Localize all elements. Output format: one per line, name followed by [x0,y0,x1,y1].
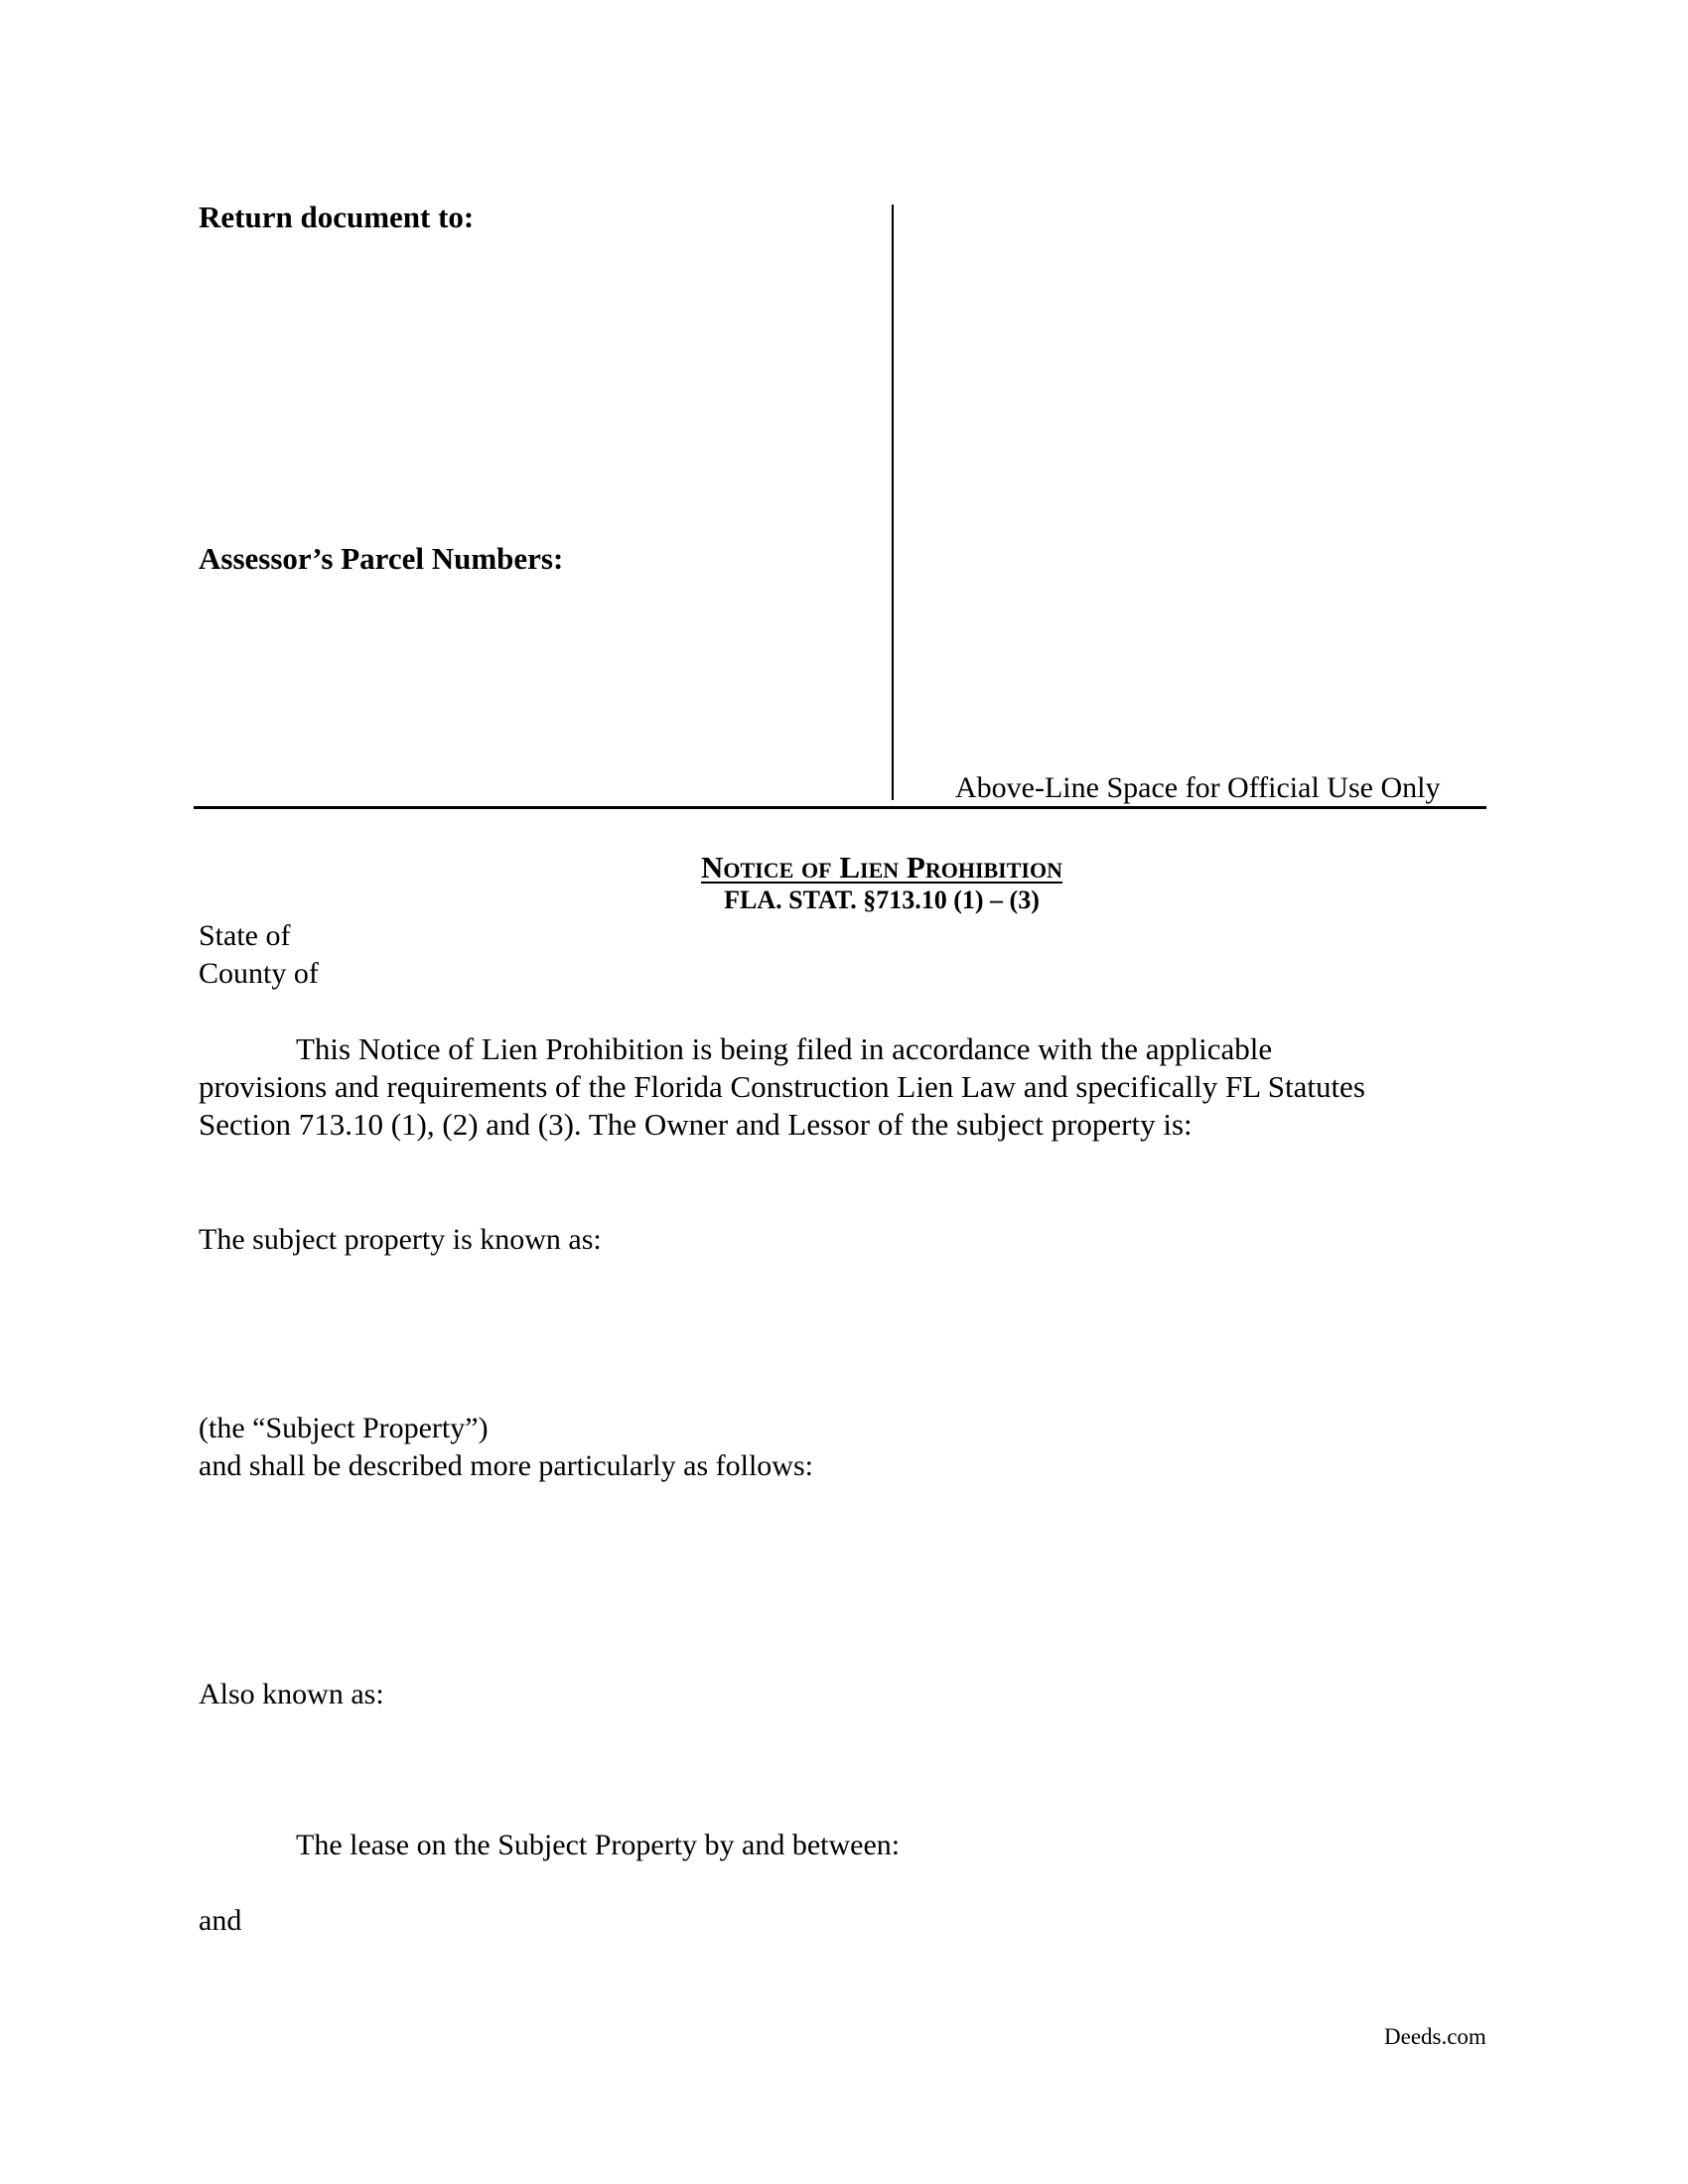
recording-area-rule [194,806,1486,809]
lease-parties-label: The lease on the Subject Property by and between: [296,1829,901,1861]
also-known-as-label: Also known as: [199,1678,384,1710]
footer-source-mark: Deeds.com [1384,2024,1486,2049]
intro-paragraph [199,1030,1509,1144]
intro-line-3: Section 713.10 (1), (2) and (3). The Owner and Lessor of the subject property is: [199,1107,1193,1142]
state-label: State of [199,919,291,952]
document-title-text: Notice of Lien Prohibition [701,850,1062,885]
intro-line-2: provisions and requirements of the Florida Construction Lien Law and specifically FL Statutes [199,1069,1365,1104]
statute-citation: FLA. STAT. §713.10 (1) – (3) [724,886,1040,914]
official-use-caption: Above-Line Space for Official Use Only [955,771,1441,804]
property-known-as-label: The subject property is known as: [199,1223,602,1256]
described-as-follows-label: and shall be described more particularly as follows: [199,1449,813,1482]
and-label: and [199,1904,242,1937]
intro-line-1: This Notice of Lien Prohibition is being filed in accordance with the applicable [296,1031,1273,1066]
county-label: County of [199,957,319,990]
assessors-parcel-numbers-label: Assessor’s Parcel Numbers: [199,541,564,576]
subject-property-label: (the “Subject Property”) [199,1412,489,1444]
recording-area-divider [892,205,894,800]
return-document-label: Return document to: [199,200,475,234]
document-title [0,850,1688,886]
